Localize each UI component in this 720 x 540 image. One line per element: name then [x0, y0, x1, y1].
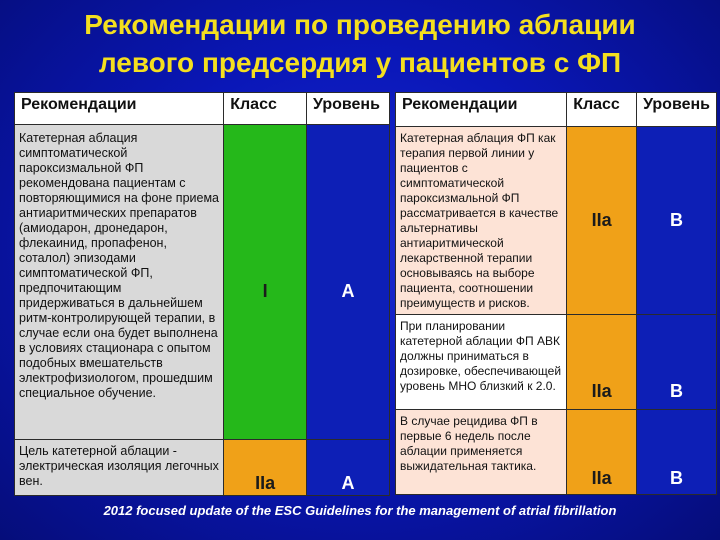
table-header-row: [396, 93, 717, 127]
class-cell: IIa: [567, 410, 637, 495]
table-row: [396, 315, 717, 410]
table-row: [15, 440, 390, 496]
level-cell: B: [637, 127, 717, 315]
level-cell: B: [637, 410, 717, 495]
class-cell: IIa: [224, 440, 307, 496]
table-row: [15, 125, 390, 440]
recommendation-text: В случае рецидива ФП в первые 6 недель после аблации применяется выжидательная тактика.: [396, 410, 567, 495]
header-level: Уровень: [307, 93, 390, 125]
table-row: [396, 127, 717, 315]
header-level: Уровень: [637, 93, 717, 127]
recommendation-text: Катетерная аблация ФП как терапия первой линии у пациентов с симптоматической пароксизмальной ФП рассматривается в качестве альтернативы антиаритмической лекарственной терапии основываясь на выборе пациента, соотношении преимуществ и рисков.: [396, 127, 567, 315]
class-cell: I: [224, 125, 307, 440]
left-recommendations-table: [14, 92, 390, 496]
level-cell: A: [307, 125, 390, 440]
recommendation-text: Цель катетерной аблации - электрическая изоляция легочных вен.: [15, 440, 224, 496]
class-cell: IIa: [567, 127, 637, 315]
slide-title: [0, 6, 720, 82]
right-recommendations-table: [395, 92, 717, 495]
source-footer: 2012 focused update of the ESC Guidelines for the management of atrial fibrillation: [103, 503, 617, 518]
recommendation-text: При планировании катетерной аблации ФП АВК должны приниматься в дозировке, обеспечивающей уровень МНО близкий к 2.0.: [396, 315, 567, 410]
table-header-row: [15, 93, 390, 125]
recommendation-text: Катетерная аблация симптоматической пароксизмальной ФП рекомендована пациентам с повторяющимися на фоне приема антиаритмических препаратов (амиодарон, дронедарон, флекаинид, пропафенон, соталол) эпизодами симптоматической ФП, предпочитающим придерживаться в дальнейшем ритм-контролирующей терапии, в случае если она будет выполнена в условиях стационара с опытом подобных вмешательств электрофизиологом, прошедшим специальное обучение.: [15, 125, 224, 440]
header-recommendations: Рекомендации: [15, 93, 224, 125]
title-line-1: Рекомендации по проведению аблации: [84, 9, 636, 40]
header-class: Класс: [567, 93, 637, 127]
header-class: Класс: [224, 93, 307, 125]
table-row: [396, 410, 717, 495]
level-cell: B: [637, 315, 717, 410]
class-cell: IIa: [567, 315, 637, 410]
header-recommendations: Рекомендации: [396, 93, 567, 127]
level-cell: A: [307, 440, 390, 496]
title-line-2: левого предсердия у пациентов с ФП: [98, 47, 622, 78]
